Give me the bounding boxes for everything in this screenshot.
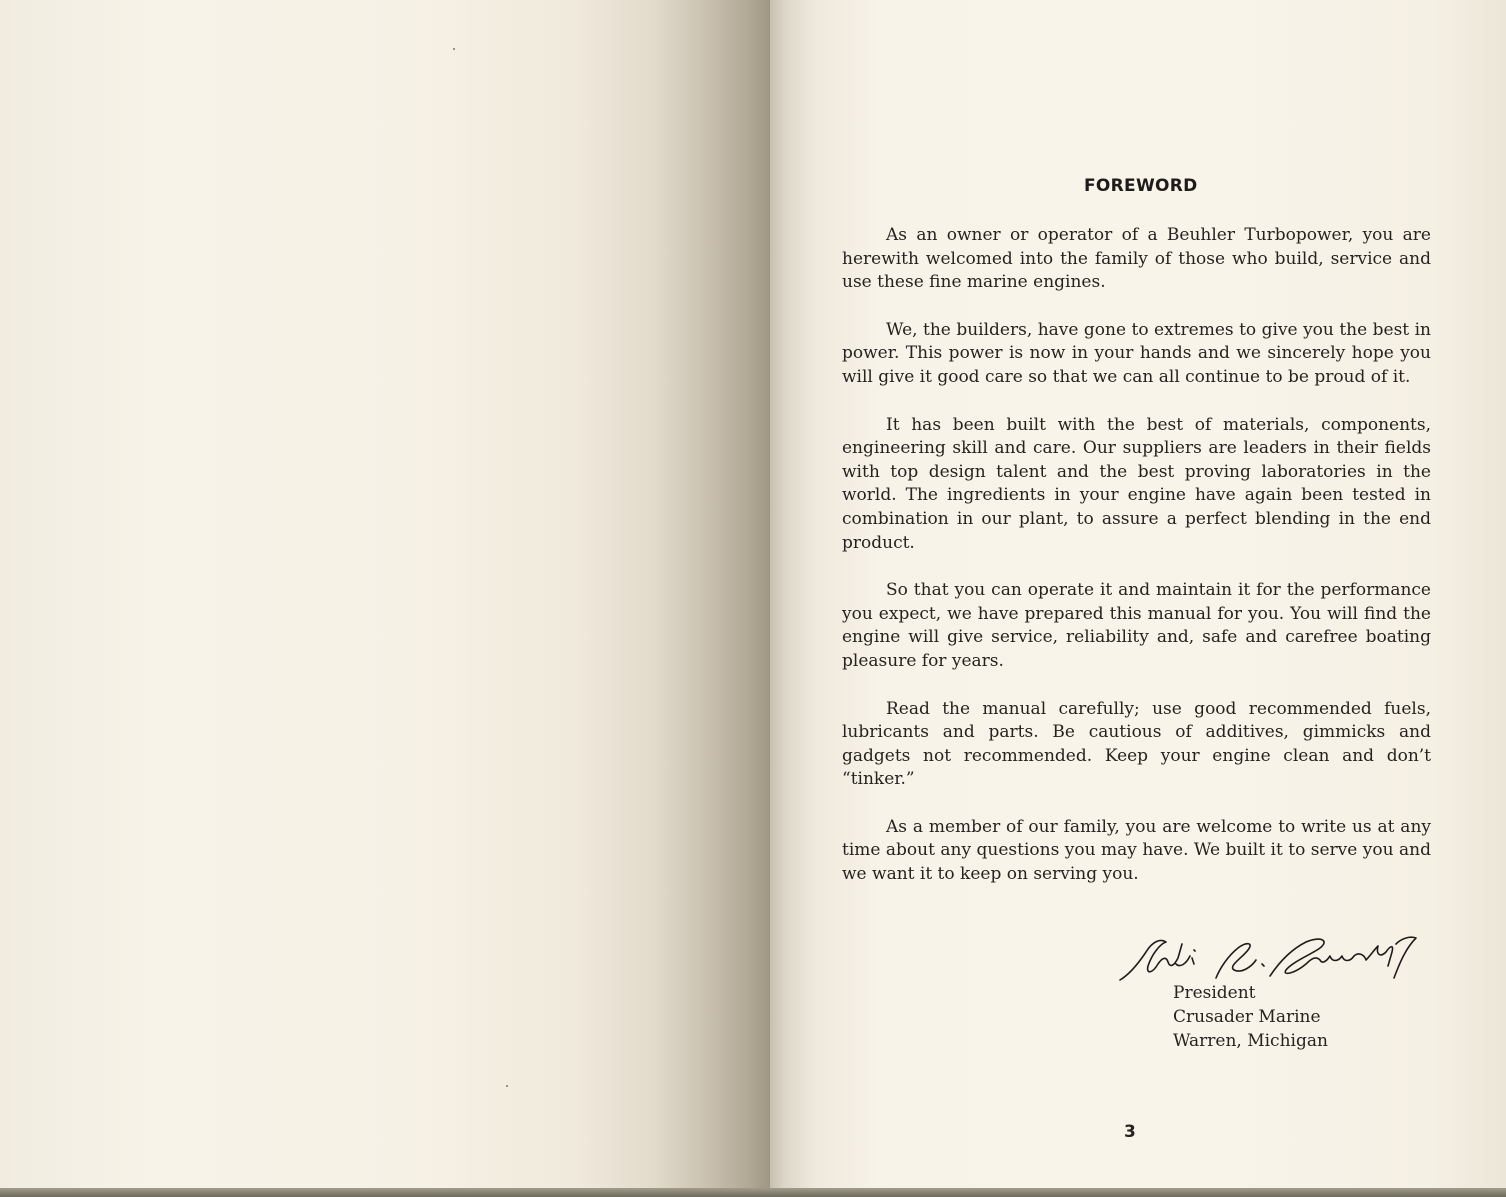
- paper-speck: [506, 1085, 508, 1087]
- foreword-paragraph: So that you can operate it and maintain it for the performance you expect, we have prepared this manual for you. You will find the engine will give service, reliability and, safe and carefree boating pleasure for years.: [842, 580, 1431, 671]
- page-bottom-edge: [0, 1188, 1506, 1197]
- signer-title: President: [1173, 983, 1256, 1003]
- foreword-paragraph: It has been built with the best of materials, components, engineering skill and care. Our suppliers are leaders in their fields with top design talent and the best proving laboratories in the world. The ingredients in your engine have again been tested in combination in our plant, to assure a perfect blending in the end product.: [842, 414, 1431, 553]
- foreword-body: [842, 224, 1431, 911]
- signature-block: [1173, 981, 1328, 1053]
- foreword-heading: FOREWORD: [1084, 176, 1198, 196]
- foreword-paragraph: We, the builders, have gone to extremes to give you the best in power. This power is now in your hands and we sincerely hope you will give it good care so that we can all continue to be proud of it.: [842, 319, 1431, 387]
- company-location: Warren, Michigan: [1173, 1031, 1328, 1051]
- foreword-paragraph: As a member of our family, you are welcome to write us at any time about any questions you may have. We built it to serve you and we want it to keep on serving you.: [842, 816, 1431, 885]
- foreword-paragraph: As an owner or operator of a Beuhler Turbopower, you are herewith welcomed into the family of those who build, service and use these fine marine engines.: [842, 225, 1431, 293]
- paper-speck: [453, 48, 455, 50]
- handwritten-signature: [1116, 934, 1436, 984]
- company-name: Crusader Marine: [1173, 1007, 1321, 1027]
- foreword-paragraph: Read the manual carefully; use good recommended fuels, lubricants and parts. Be cautious of additives, gimmicks and gadgets not recommended. Keep your engine clean and don’t “tinker.”: [842, 698, 1431, 790]
- page-number: 3: [1124, 1122, 1136, 1142]
